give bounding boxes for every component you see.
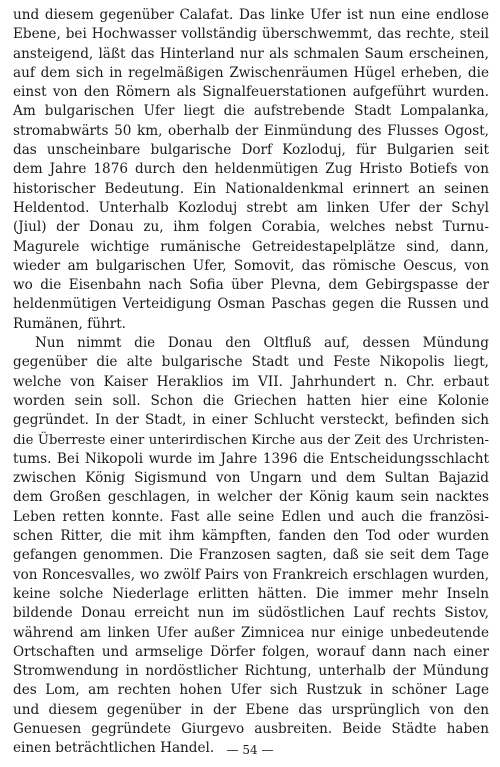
text-line: Heldentod. Unterhalb Kozloduj strebt am linken Ufer der Schyl <box>13 199 489 216</box>
text-line: gegründet. In der Stadt, in einer Schlucht versteckt, befinden sich <box>13 412 489 429</box>
text-line: auf dem sich in regelmäßigen Zwischenräumen Hügel erheben, die <box>13 64 489 81</box>
text-line: Genuesen gegründete Giurgevo ausbreiten. Beide Städte haben <box>13 720 489 737</box>
text-line: Nun nimmt die Donau den Oltfluß auf, dessen Mündung <box>35 335 489 352</box>
text-line: welche von Kaiser Heraklios im VII. Jahrhundert n. Chr. erbaut <box>13 373 489 390</box>
text-line: dem Großen geschlagen, in welcher der König kaum sein nacktes <box>13 489 489 506</box>
text-line: keine solche Niederlage erlitten hätten. Die immer mehr Inseln <box>13 585 489 602</box>
text-line: Ebene, bei Hochwasser vollständig überschwemmt, das rechte, steil <box>13 26 489 43</box>
text-line: worden sein soll. Schon die Griechen hatten hier eine Kolonie <box>13 392 489 409</box>
paragraph-1 <box>13 6 489 334</box>
paragraph-2 <box>13 334 489 759</box>
text-line: die Überreste einer unterirdischen Kirche aus der Zeit des Urchristen- <box>13 432 489 448</box>
text-line: und diesem gegenüber Calafat. Das linke Ufer ist nun eine endlose <box>13 7 489 23</box>
text-line: Ortschaften und armselige Dörfer folgen, worauf dann nach einer <box>13 643 489 660</box>
text-line: Leben retten konnte. Fast alle seine Edlen und auch die französi- <box>13 508 489 525</box>
text-line: von Roncesvalles, wo zwölf Pairs von Frankreich erschlagen wurden, <box>13 566 489 583</box>
text-line: des Lom, am rechten hohen Ufer sich Rustzuk in schöner Lage <box>13 682 489 699</box>
text-line: heldenmütigen Verteidigung Osman Paschas gegen die Russen und <box>13 296 489 313</box>
text-line: tums. Bei Nikopoli wurde im Jahre 1396 die Entscheidungsschlacht <box>13 450 489 467</box>
text-line: Am bulgarischen Ufer liegt die aufstrebende Stadt Lompalanka, <box>13 103 489 120</box>
text-line: Magurele wichtige rumänische Getreidestapelplätze sind, dann, <box>13 238 489 255</box>
text-line: gegenüber die alte bulgarische Stadt und Feste Nikopolis liegt, <box>13 354 489 371</box>
text-line: wieder am bulgarischen Ufer, Somovit, das römische Oescus, von <box>13 257 489 274</box>
text-line: bildende Donau erreicht nun im südöstlichen Lauf rechts Sistov, <box>13 605 489 622</box>
text-line: stromabwärts 50 km, oberhalb der Einmündung des Flusses Ogost, <box>13 122 489 139</box>
text-line: Rumänen, führt. <box>13 315 127 332</box>
text-line: Stromwendung in nordöstlicher Richtung, unterhalb der Mündung <box>13 663 489 680</box>
text-line: und diesem gegenüber in der Ebene das ursprünglich von den <box>13 701 489 718</box>
text-line: wo die Eisenbahn nach Sofia über Plevna, dem Gebirgspasse der <box>13 277 489 294</box>
document-page <box>13 6 489 759</box>
text-line: zwischen König Sigismund von Ungarn und dem Sultan Bajazid <box>13 470 489 487</box>
text-line: während am linken Ufer außer Zimnicea nur einige unbedeutende <box>13 624 489 641</box>
text-line: gefangen genommen. Die Franzosen sagten, daß sie seit dem Tage <box>13 547 489 564</box>
text-line: schen Ritter, die mit ihm kämpften, fanden den Tod oder wurden <box>13 528 489 545</box>
text-line: dem Jahre 1876 durch den heldenmütigen Zug Hristo Botiefs von <box>13 161 489 178</box>
text-line: (Jiul) der Donau zu, ihm folgen Corabia, welches nebst Turnu- <box>13 219 489 236</box>
text-line: historischer Bedeutung. Ein Nationaldenkmal erinnert an seinen <box>13 180 489 197</box>
text-line: ansteigend, läßt das Hinterland nur als schmalen Saum erscheinen, <box>13 45 489 62</box>
text-line: einst von den Römern als Signalfeuerstationen aufgeführt wurden. <box>13 84 489 101</box>
page-number: — 54 — <box>226 743 274 757</box>
text-line: einen beträchtlichen Handel. <box>13 740 215 757</box>
text-line: das unscheinbare bulgarische Dorf Kozloduj, für Bulgarien seit <box>13 142 489 159</box>
